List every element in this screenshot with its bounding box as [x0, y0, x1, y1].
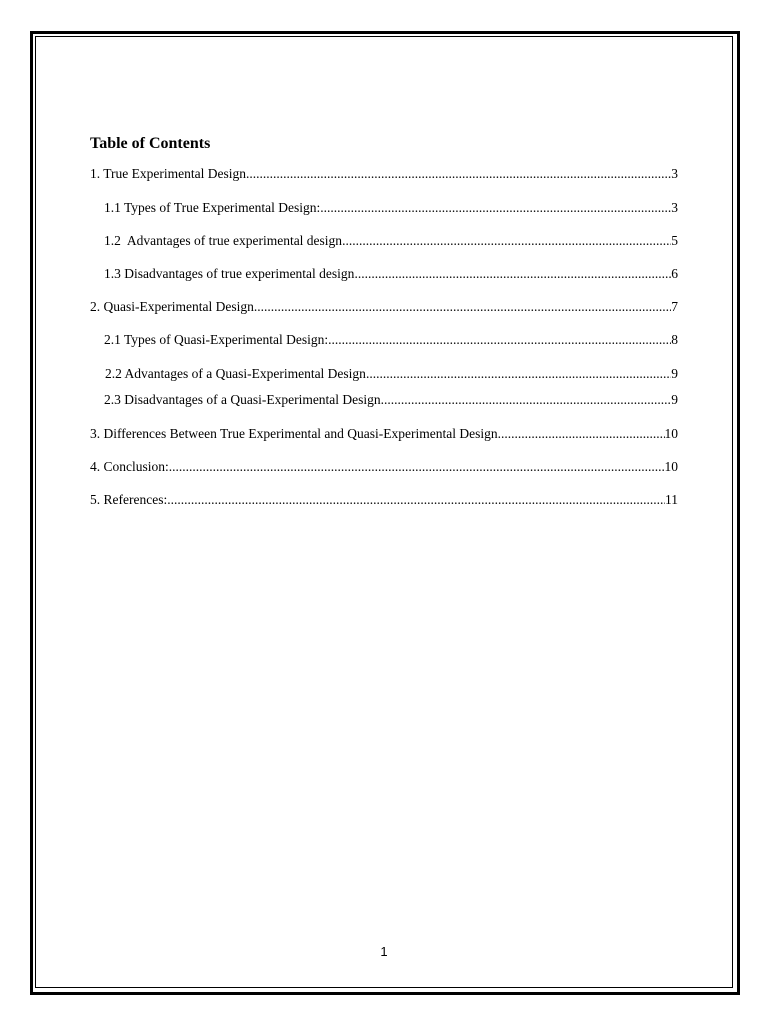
toc-entry-label: 2.3 Disadvantages of a Quasi-Experimental Design [104, 392, 381, 407]
toc-entry-label: 2. Quasi-Experimental Design [90, 299, 254, 314]
toc-entry-label: 1.2 Advantages of true experimental design [104, 233, 343, 248]
toc-leader-dots [328, 331, 671, 348]
toc-entry-1-3[interactable] [104, 265, 678, 282]
toc-leader-dots [498, 425, 665, 442]
toc-title: Table of Contents [90, 135, 211, 152]
toc-leader-dots [169, 458, 665, 475]
table-of-contents [90, 134, 678, 507]
toc-entry-label: 4. Conclusion: [90, 459, 169, 474]
toc-entry-label: 3. Differences Between True Experimental and Quasi-Experimental Design [90, 426, 498, 441]
toc-entry-3[interactable] [90, 425, 678, 442]
toc-leader-dots [354, 265, 671, 282]
toc-entry-2-2[interactable] [105, 365, 678, 382]
toc-entry-2[interactable] [90, 298, 678, 315]
toc-leader-dots [366, 365, 671, 382]
toc-leader-dots [381, 391, 672, 408]
toc-entry-5[interactable] [90, 491, 678, 508]
toc-leader-dots [320, 199, 671, 216]
toc-entry-page: 3 [671, 166, 678, 181]
toc-leader-dots [342, 232, 671, 249]
toc-entry-page: 3 [671, 200, 678, 215]
toc-entry-label: 1.1 Types of True Experimental Design: [104, 200, 321, 215]
toc-entry-page: 10 [664, 459, 678, 474]
toc-entry-label: 2.1 Types of Quasi-Experimental Design: [104, 332, 329, 347]
toc-entry-page: 8 [671, 332, 678, 347]
toc-entry-page: 6 [671, 266, 678, 281]
toc-entry-page: 9 [671, 392, 678, 407]
toc-entry-page: 9 [671, 366, 678, 381]
toc-entry-1-1[interactable] [104, 199, 678, 216]
toc-entry-page: 7 [671, 299, 678, 314]
toc-entry-label: 5. References: [90, 492, 168, 507]
toc-entry-2-3[interactable] [104, 391, 678, 408]
toc-entry-label: 2.2 Advantages of a Quasi-Experimental Design [105, 366, 366, 381]
toc-entry-4[interactable] [90, 458, 678, 475]
toc-entry-label: 1.3 Disadvantages of true experimental design [104, 266, 355, 281]
toc-leader-dots [254, 298, 671, 315]
toc-leader-dots [167, 491, 665, 508]
toc-entry-2-1[interactable] [104, 331, 678, 348]
toc-leader-dots [246, 165, 671, 182]
page-number: 1 [380, 944, 388, 959]
toc-entry-page: 5 [671, 233, 678, 248]
toc-entry-page: 11 [665, 492, 678, 507]
toc-entry-1[interactable] [90, 165, 678, 182]
toc-entry-1-2[interactable] [104, 232, 678, 249]
toc-entry-page: 10 [664, 426, 678, 441]
toc-entry-label: 1. True Experimental Design [90, 166, 246, 181]
